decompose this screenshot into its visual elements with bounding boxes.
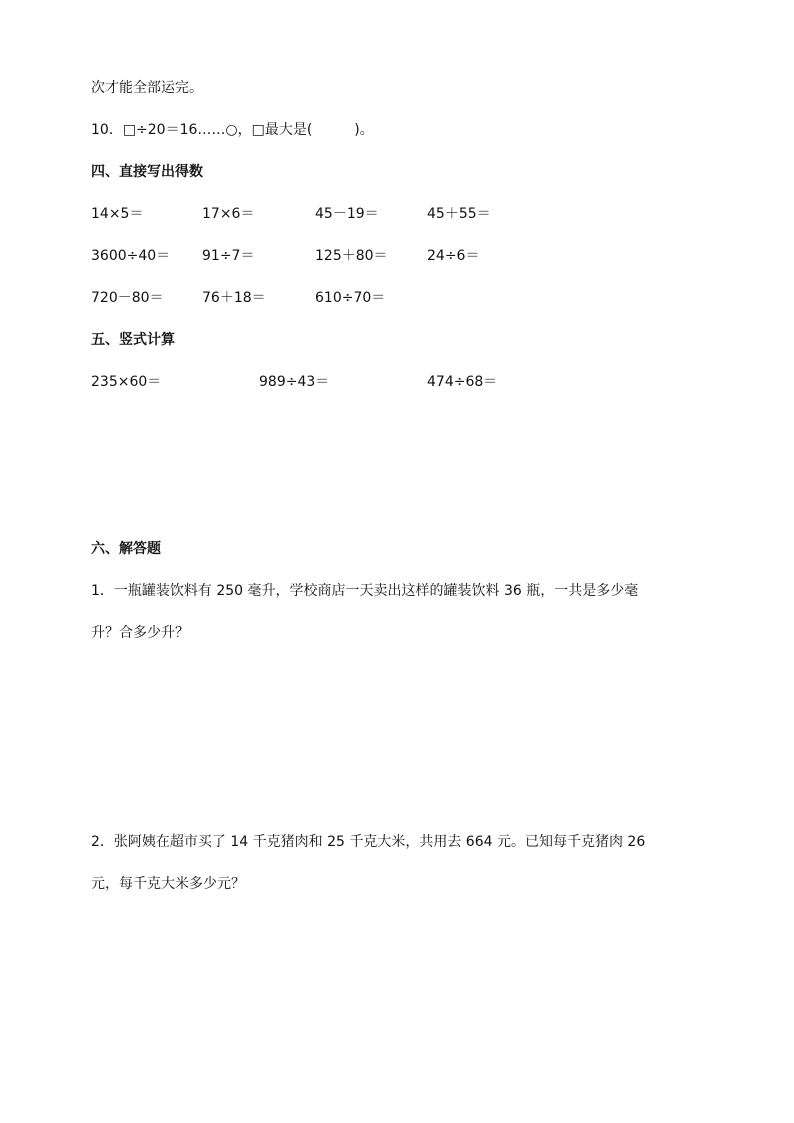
word-problem-2-line-2: 元，每千克大米多少元？ <box>91 876 245 892</box>
question-10: 10．□÷20＝16……○，□最大是( )。 <box>91 122 374 138</box>
word-problem-1-line-1: 1．一瓶罐装饮料有 250 毫升，学校商店一天卖出这样的罐装饮料 36 瓶，一共是多少毫 <box>91 583 639 599</box>
vertical-calc-item: 474÷68＝ <box>427 374 498 390</box>
calc-item: 125＋80＝ <box>315 248 388 264</box>
calc-item: 76＋18＝ <box>202 290 266 306</box>
word-problem-2-line-1: 2．张阿姨在超市买了 14 千克猪肉和 25 千克大米，共用去 664 元。已知每千克猪肉 26 <box>91 834 646 850</box>
word-problem-1-line-2: 升？合多少升？ <box>91 625 189 641</box>
calc-item: 24÷6＝ <box>427 248 480 264</box>
calc-item: 91÷7＝ <box>202 248 255 264</box>
calc-item: 610÷70＝ <box>315 290 386 306</box>
calc-item: 45＋55＝ <box>427 206 491 222</box>
carryover-text: 次才能全部运完。 <box>91 80 203 96</box>
calc-item: 14×5＝ <box>91 206 144 222</box>
section-4-title: 四、直接写出得数 <box>91 164 203 180</box>
calc-item: 3600÷40＝ <box>91 248 171 264</box>
vertical-calc-item: 235×60＝ <box>91 374 162 390</box>
calc-item: 17×6＝ <box>202 206 255 222</box>
calc-item: 45－19＝ <box>315 206 379 222</box>
vertical-calc-item: 989÷43＝ <box>259 374 330 390</box>
section-6-title: 六、解答题 <box>91 541 161 557</box>
calc-item: 720－80＝ <box>91 290 164 306</box>
section-5-title: 五、竖式计算 <box>91 332 175 348</box>
